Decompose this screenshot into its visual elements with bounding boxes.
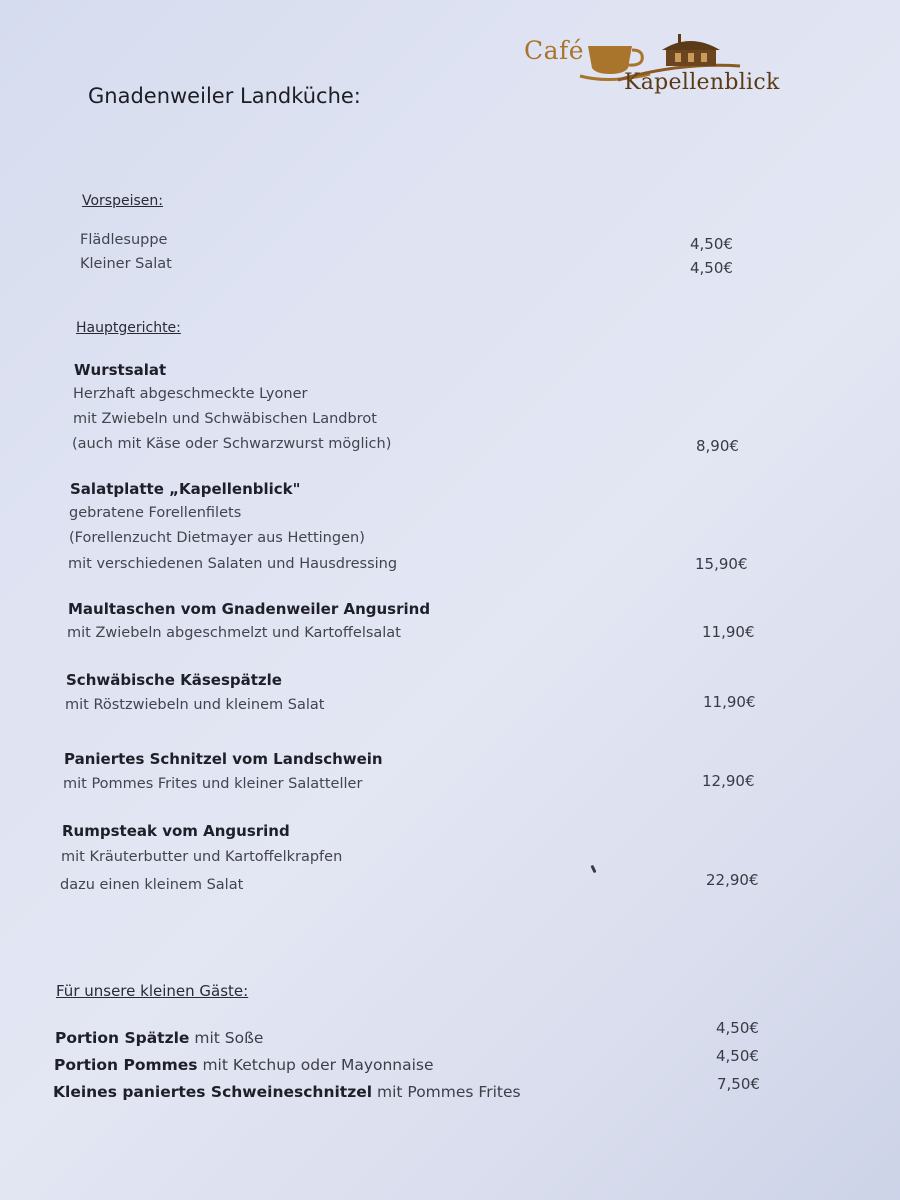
- kids-item: [55, 1029, 263, 1047]
- dish-description: gebratene Forellenfilets: [69, 505, 242, 521]
- dish-price: 11,90€: [702, 623, 755, 641]
- dish-price: 22,90€: [706, 871, 759, 889]
- dish-description: mit verschiedenen Salaten und Hausdressing: [68, 556, 398, 572]
- kids-item-name: Kleines paniertes Schweineschnitzel: [53, 1083, 373, 1101]
- menu-item-price: 4,50€: [690, 259, 733, 277]
- section-heading-vorspeisen: Vorspeisen:: [82, 193, 163, 209]
- dish-description: dazu einen kleinem Salat: [60, 877, 244, 893]
- kids-item-name: Portion Spätzle: [55, 1029, 190, 1047]
- dish-description: mit Röstzwiebeln und kleinem Salat: [65, 697, 325, 713]
- kids-item-price: 4,50€: [716, 1019, 759, 1037]
- kids-item-price: 4,50€: [716, 1047, 759, 1065]
- dish-description: mit Zwiebeln und Schwäbischen Landbrot: [73, 411, 377, 427]
- cafe-logo: [520, 28, 810, 108]
- paper-speck: [590, 865, 596, 874]
- kids-item-desc: mit Soße: [189, 1029, 264, 1047]
- dish-name: Salatplatte „Kapellenblick": [70, 480, 301, 498]
- dish-name: Maultaschen vom Gnadenweiler Angusrind: [68, 600, 431, 618]
- dish-price: 11,90€: [703, 693, 756, 711]
- kids-item-desc: mit Ketchup oder Mayonnaise: [197, 1056, 434, 1074]
- kids-item: [53, 1083, 521, 1101]
- logo-name-text: Kapellenblick: [624, 70, 780, 95]
- menu-item-name: Kleiner Salat: [80, 256, 172, 272]
- dish-name: Schwäbische Käsespätzle: [66, 671, 282, 689]
- dish-name: Paniertes Schnitzel vom Landschwein: [64, 750, 383, 768]
- logo-cafe-text: Café: [524, 36, 585, 65]
- menu-item-name: Flädlesuppe: [80, 232, 168, 248]
- kids-item-price: 7,50€: [717, 1075, 760, 1093]
- kids-item-desc: mit Pommes Frites: [372, 1083, 521, 1101]
- section-heading-kinder: Für unsere kleinen Gäste:: [56, 982, 249, 1000]
- dish-description: (Forellenzucht Dietmayer aus Hettingen): [69, 530, 365, 546]
- dish-name: Wurstsalat: [74, 361, 167, 379]
- dish-name: Rumpsteak vom Angusrind: [62, 822, 290, 840]
- kids-item-name: Portion Pommes: [54, 1056, 198, 1074]
- dish-description: (auch mit Käse oder Schwarzwurst möglich): [72, 436, 392, 452]
- dish-price: 15,90€: [695, 555, 748, 573]
- section-heading-hauptgerichte: Hauptgerichte:: [76, 320, 181, 336]
- dish-price: 12,90€: [702, 772, 755, 790]
- menu-item-price: 4,50€: [690, 235, 733, 253]
- menu-title: Gnadenweiler Landküche:: [88, 84, 361, 108]
- kids-item: [54, 1056, 434, 1074]
- dish-description: mit Zwiebeln abgeschmelzt und Kartoffelsalat: [67, 625, 401, 641]
- dish-description: Herzhaft abgeschmeckte Lyoner: [73, 386, 308, 402]
- dish-price: 8,90€: [696, 437, 739, 455]
- dish-description: mit Pommes Frites und kleiner Salatteller: [63, 776, 363, 792]
- dish-description: mit Kräuterbutter und Kartoffelkrapfen: [61, 849, 343, 865]
